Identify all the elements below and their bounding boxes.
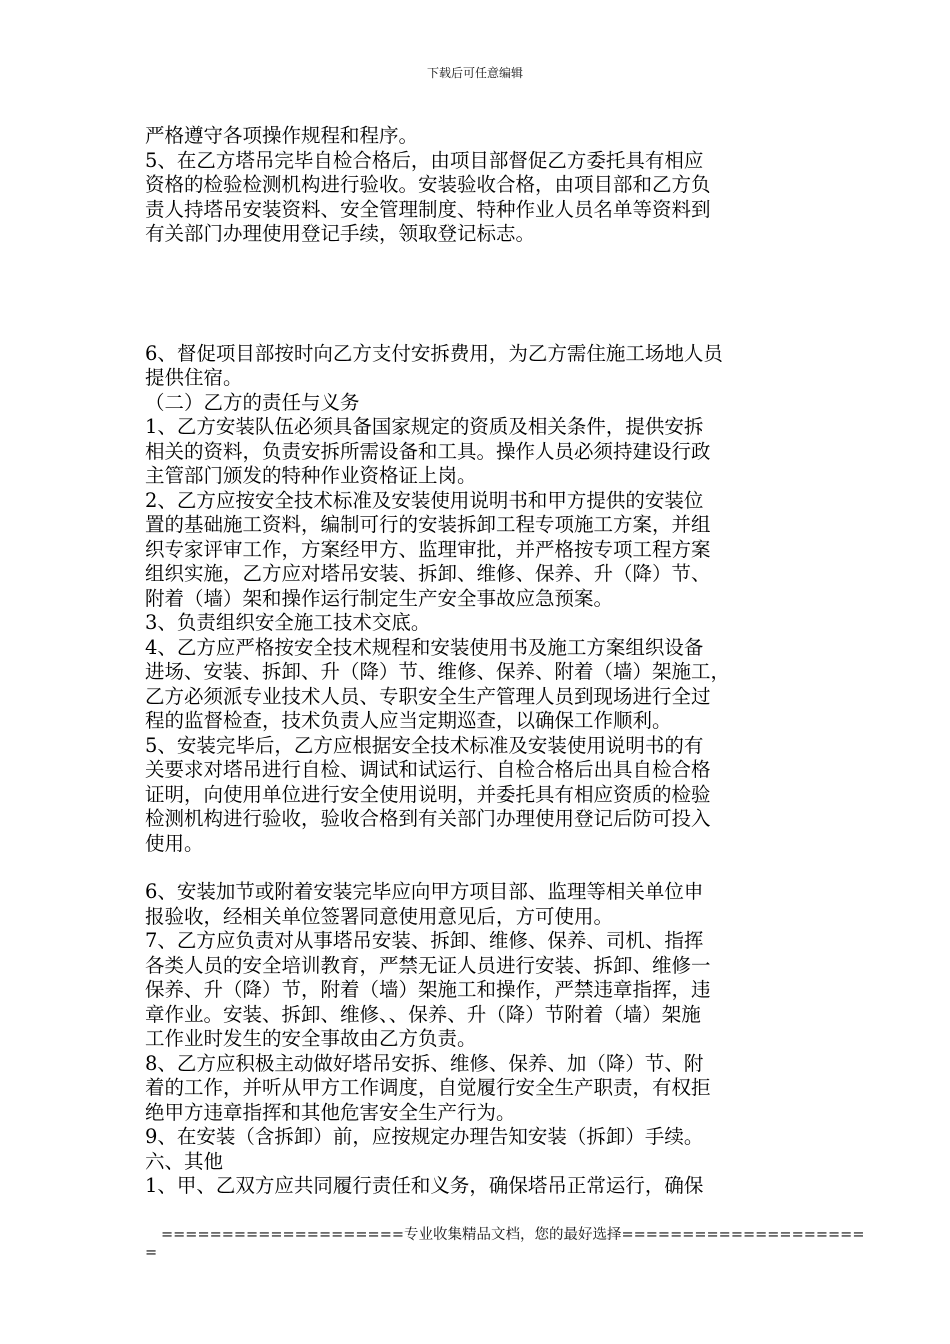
text-line: 2、乙方应按安全技术标准及安装使用说明书和甲方提供的安装位 xyxy=(145,488,704,512)
spacer xyxy=(145,247,810,342)
text-line: 附着（墙）架和操作运行制定生产安全事故应急预案。 xyxy=(145,586,614,610)
text-line: 检测机构进行验收，验收合格到有关部门办理使用登记后防可投入 xyxy=(145,807,711,830)
text-line: 7、乙方应负责对从事塔吊安装、拆卸、维修、保养、司机、指挥 xyxy=(145,929,704,952)
text-line: 报验收，经相关单位签署同意使用意见后，方可使用。 xyxy=(145,904,614,928)
text-line: 工作业时发生的安全事故由乙方负责。 xyxy=(145,1027,477,1050)
text-line: 提供住宿。 xyxy=(145,366,243,389)
text-line: 相关的资料，负责安拆所需设备和工具。操作人员必须持建设行政 xyxy=(145,439,711,463)
text-line: 1、甲、乙双方应共同履行责任和义务，确保塔吊正常运行，确保 xyxy=(145,1174,704,1197)
text-line: 各类人员的安全培训教育，严禁无证人员进行安装、拆卸、维修一 xyxy=(145,953,711,977)
text-line: 着的工作，并听从甲方工作调度，自觉履行安全生产职责，有权拒 xyxy=(145,1076,711,1099)
paragraph-block-2 xyxy=(145,342,810,857)
text-line: 6、安装加节或附着安装完毕应向甲方项目部、监理等相关单位申 xyxy=(145,880,704,903)
text-line: 绝甲方违章指挥和其他危害安全生产行为。 xyxy=(145,1100,516,1124)
text-line: 主管部门颁发的特种作业资格证上岗。 xyxy=(145,464,477,487)
text-line: 进场、安装、拆卸、升（降）节、维修、保养、附着（墙）架施工， xyxy=(145,660,731,683)
text-line: 4、乙方应严格按安全技术规程和安装使用书及施工方案组织设备 xyxy=(145,635,704,659)
text-line: 5、安装完毕后，乙方应根据安全技术标准及安装使用说明书的有 xyxy=(145,733,704,757)
section-heading: 六、其他 xyxy=(145,1149,224,1173)
section-heading: （二）乙方的责任与义务 xyxy=(145,390,360,414)
page-header: 下载后可任意编辑 xyxy=(426,66,523,80)
text-line: 织专家评审工作，方案经甲方、监理审批，并严格按专项工程方案 xyxy=(145,537,711,561)
text-line: 9、在安装（含拆卸）前，应按规定办理告知安装（拆卸）手续。 xyxy=(145,1125,704,1148)
paragraph-block-3 xyxy=(145,880,810,1199)
footer-text-continued: = xyxy=(145,1245,158,1261)
page-footer xyxy=(145,1226,865,1262)
text-line: 严格遵守各项操作规程和程序。 xyxy=(145,124,419,147)
text-line: 8、乙方应积极主动做好塔吊安拆、维修、保养、加（降）节、附 xyxy=(145,1051,704,1075)
text-line: 证明，向使用单位进行安全使用说明，并委托具有相应资质的检验 xyxy=(145,782,711,806)
paragraph-block-1 xyxy=(145,124,810,247)
spacer xyxy=(145,856,810,880)
text-line: 程的监督检查，技术负责人应当定期巡查，以确保工作顺利。 xyxy=(145,709,672,732)
text-line: 3、负责组织安全施工技术交底。 xyxy=(145,611,431,634)
text-line: 5、在乙方塔吊完毕自检合格后，由项目部督促乙方委托具有相应 xyxy=(145,148,704,172)
text-line: 关要求对塔吊进行自检、调试和试运行、自检合格后出具自检合格 xyxy=(145,758,711,781)
text-line: 保养、升（降）节，附着（墙）架施工和操作，严禁违章指挥，违 xyxy=(145,978,711,1001)
text-line: 有关部门办理使用登记手续，领取登记标志。 xyxy=(145,222,536,245)
text-line: 置的基础施工资料，编制可行的安装拆卸工程专项施工方案，并组 xyxy=(145,513,711,536)
text-line: 责人持塔吊安装资料、安全管理制度、特种作业人员名单等资料到 xyxy=(145,197,711,221)
document-body xyxy=(145,124,810,1199)
text-line: 资格的检验检测机构进行验收。安装验收合格，由项目部和乙方负 xyxy=(145,173,711,196)
text-line: 章作业。安装、拆卸、维修、、保养、升（降）节附着（墙）架施 xyxy=(145,1002,701,1026)
text-line: 6、督促项目部按时向乙方支付安拆费用，为乙方需住施工场地人员 xyxy=(145,341,723,365)
text-line: 使用。 xyxy=(145,831,204,855)
text-line: 组织实施，乙方应对塔吊安装、拆卸、维修、保养、升（降）节、 xyxy=(145,562,711,585)
text-line: 1、乙方安装队伍必须具备国家规定的资质及相关条件，提供安拆 xyxy=(145,415,704,438)
text-line: 乙方必须派专业技术人员、专职安全生产管理人员到现场进行全过 xyxy=(145,684,711,708)
footer-text: ====================专业收集精品文档，您的最好选择==================== xyxy=(161,1227,865,1243)
